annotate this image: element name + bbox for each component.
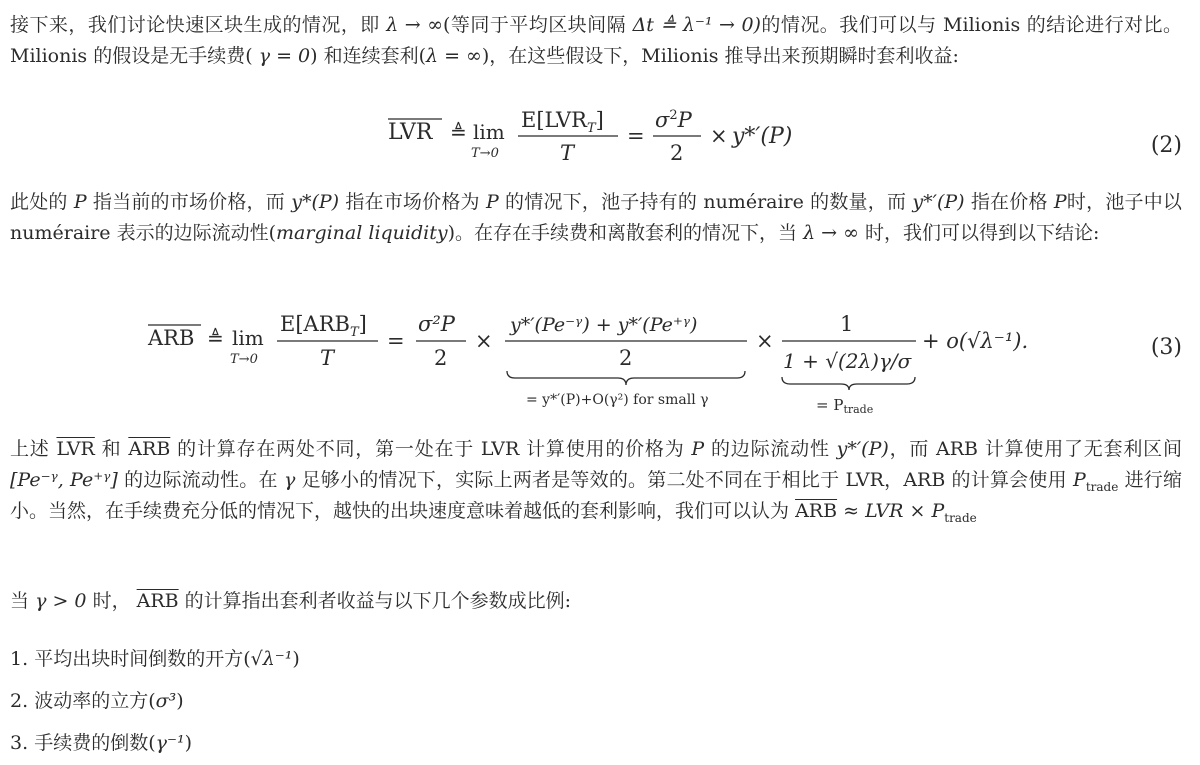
eq3-times-1: × (475, 329, 493, 353)
list-text: ) (292, 648, 300, 670)
eq3-eq: = (387, 329, 405, 353)
math-inline: γ > 0 (35, 590, 87, 612)
math-inline: λ → ∞ (386, 14, 444, 36)
math-inline: $\overline{LVR}$ (56, 438, 95, 460)
eq3-frac4-num: 1 (840, 312, 854, 336)
eq2-def: ≜ (450, 120, 467, 144)
text-span: 时，池子中以 numéraire 表示的边际流动性( (10, 191, 1182, 244)
parameter-list (10, 638, 1182, 764)
text-span: 进行缩小。当然，在手续费充分低的情况下，越快的出块速度意味着越低的套利影响，我们可以认为 (10, 469, 1182, 522)
text-span: 时， (92, 590, 131, 612)
text-span: 的边际流动性 (710, 438, 830, 460)
eq2-frac2-num: $\sigma^2P$ (655, 108, 692, 132)
eq3-underbrace-1 (507, 371, 745, 385)
eq3-frac2-num: σ²P (418, 312, 455, 336)
eq3-times-2: × (756, 329, 774, 353)
equation-2-number: (2) (1150, 133, 1182, 158)
list-text: ) (176, 690, 184, 712)
text-span: 的计算存在两处不同，第一处在于 LVR 计算使用的价格为 (177, 438, 685, 460)
math-inline: y*′(P) (912, 191, 965, 213)
math-inline: $P_{trade}$ (1073, 469, 1119, 494)
math-inline: λ = ∞ (426, 45, 482, 67)
equation-3 (10, 310, 1182, 420)
text-span: )。在存在手续费和离散套利的情况下，当 (447, 222, 798, 244)
list-text: ) (184, 732, 193, 754)
text-span-italic: marginal liquidity (276, 222, 448, 244)
math-inline: P (73, 191, 87, 213)
math-inline: ≈ LVR × $P_{trade}$ (843, 500, 977, 525)
eq3-frac4-den: 1 + √(2λ)γ/σ (783, 349, 912, 373)
math-inline: P (1053, 191, 1067, 213)
text-span: ) 和连续套利( (310, 45, 427, 67)
list-text: 平均出块时间倒数的开方( (34, 648, 251, 670)
text-span: 的情况。我们可以与 Milionis 的结论进行对比。Milionis 的假设是无手续费( (10, 14, 1182, 67)
eq3-brace1-label: = y*′(P)+O(γ²) for small γ (526, 392, 709, 408)
math-inline: P (691, 438, 705, 460)
text-span: 上述 (10, 438, 50, 460)
list-number: 2. (10, 690, 29, 712)
eq3-frac2-den: 2 (434, 346, 448, 370)
eq3-frac3-num: y*′(Pe⁻ᵞ) + y*′(Pe⁺ᵞ) (510, 314, 698, 336)
text-span: 当 (10, 590, 30, 612)
list-text: 手续费的倒数( (34, 732, 156, 754)
eq2-lhs: LVR (388, 120, 433, 145)
eq2-eq: = (627, 124, 645, 148)
eq3-num: $E[ARB_T]$ (280, 312, 367, 340)
math-inline: y*′(P) (836, 438, 889, 460)
eq2-times: × (710, 124, 728, 148)
text-span: ，而 ARB 计算使用了无套利区间 (888, 438, 1182, 460)
text-span: 时，我们可以得到以下结论: (865, 222, 1100, 244)
text-span: 指当前的市场价格，而 (92, 191, 285, 213)
math-inline: $\overline{ARB}$ (136, 590, 179, 612)
math-inline: Δt ≜ λ⁻¹ → 0) (632, 14, 761, 36)
math-inline: σ³ (155, 690, 177, 712)
math-inline: P (486, 191, 499, 213)
eq2-tail: y*′(P) (732, 124, 793, 149)
text-span: 足够小的情况下，实际上两者是等效的。第二处不同在于相比于 LVR，ARB 的计算会使用 (301, 469, 1067, 491)
paragraph-comparison (10, 434, 1182, 527)
text-span: 接下来，我们讨论快速区块生成的情况，即 (10, 14, 380, 36)
text-span: )，在这些假设下，Milionis 推导出来预期瞬时套利收益: (481, 45, 959, 67)
eq3-frac3-den: 2 (619, 346, 633, 370)
list-item (10, 680, 1182, 722)
equation-2-svg (10, 105, 1182, 175)
eq3-tail: + o(√λ⁻¹). (922, 329, 1029, 353)
text-span: 的边际流动性。在 (124, 469, 278, 491)
text-span: 此处的 (10, 191, 68, 213)
eq2-frac2-den: 2 (670, 141, 684, 165)
eq2-den: T (560, 141, 575, 165)
eq3-lhs: ARB (148, 326, 195, 350)
eq3-def: ≜ (207, 326, 224, 350)
text-span: 和 (101, 438, 122, 460)
eq2-num: $E[LVR_T]$ (521, 108, 604, 136)
math-inline: √λ⁻¹ (250, 648, 293, 670)
equation-3-number: (3) (1150, 335, 1182, 360)
equation-2 (10, 105, 1182, 165)
math-inline: γ = 0 (258, 45, 311, 67)
math-inline: [Pe⁻ᵞ, Pe⁺ᵞ] (10, 469, 118, 491)
text-span: 指在价格 (970, 191, 1048, 213)
text-span: 指在市场价格为 (345, 191, 480, 213)
math-inline: λ → ∞ (803, 222, 859, 244)
math-inline: $\overline{ARB}$ (795, 500, 838, 522)
equation-3-svg (10, 310, 1182, 420)
eq3-brace2-label: = $P_{trade}$ (816, 396, 874, 416)
text-span: 的计算指出套利者收益与以下几个参数成比例: (184, 590, 572, 612)
eq2-lim: lim (473, 120, 505, 144)
list-number: 1. (10, 648, 29, 670)
eq2-lim-sub: T→0 (471, 146, 499, 161)
math-inline: γ⁻¹ (155, 732, 185, 754)
list-text: 波动率的立方( (34, 690, 156, 712)
math-inline: $\overline{ARB}$ (128, 438, 171, 460)
eq3-lim-sub: T→0 (230, 352, 258, 367)
list-item (10, 638, 1182, 680)
paragraph-intro (10, 10, 1182, 72)
text-span: (等同于平均区块间隔 (443, 14, 627, 36)
list-number: 3. (10, 732, 29, 754)
eq3-den: T (320, 346, 335, 370)
paragraph-definitions (10, 187, 1182, 249)
eq3-underbrace-2 (782, 377, 915, 390)
math-inline: γ (283, 469, 296, 491)
list-item (10, 722, 1182, 764)
math-inline: y*(P) (291, 191, 340, 213)
paragraph-proportional (10, 586, 1182, 617)
text-span: 的情况下，池子持有的 numéraire 的数量，而 (505, 191, 907, 213)
eq3-lim: lim (232, 326, 264, 350)
